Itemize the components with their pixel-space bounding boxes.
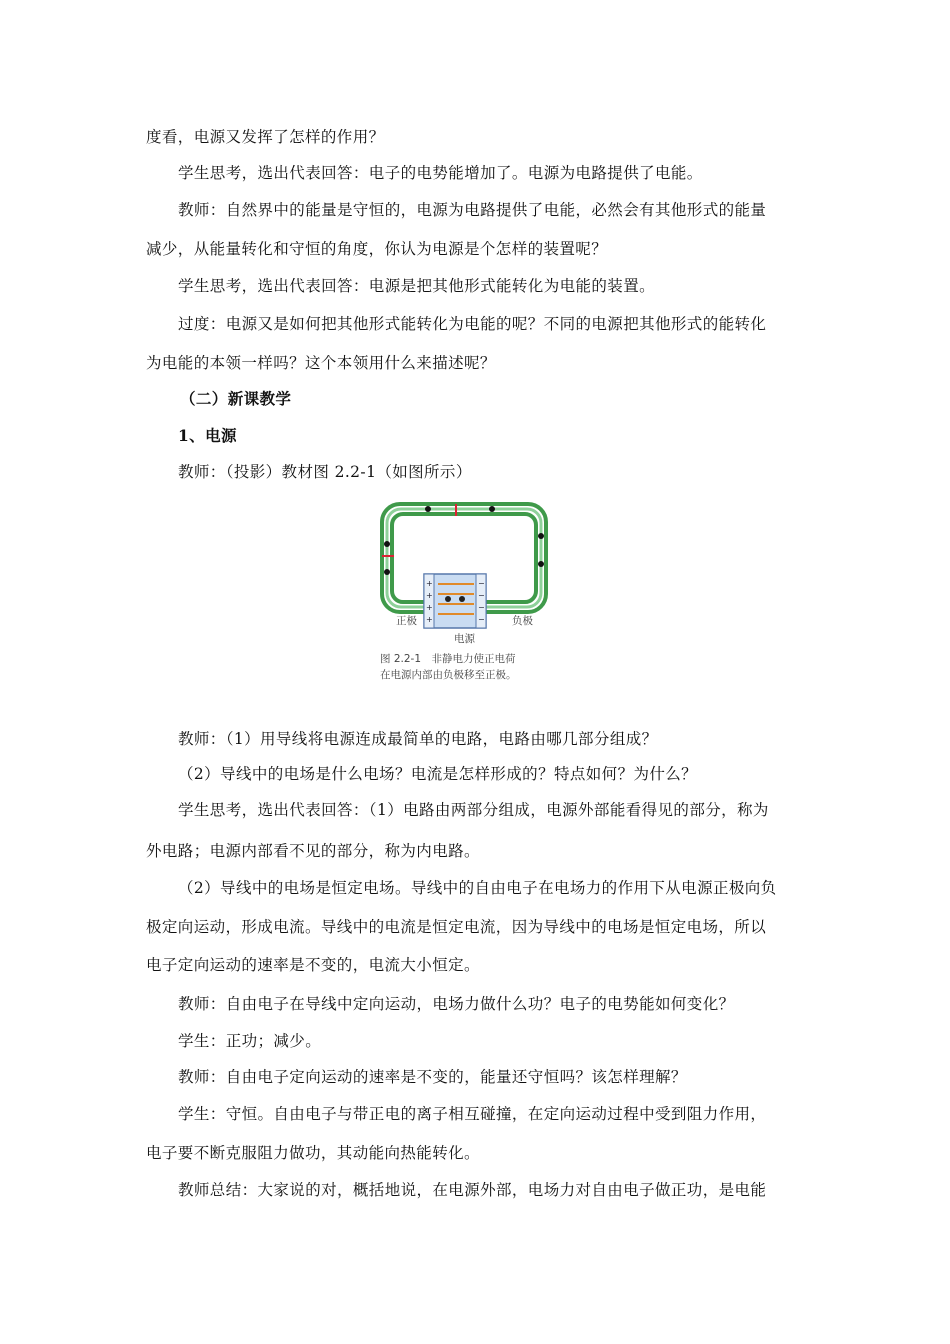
svg-text:−: − (478, 591, 485, 600)
section-heading: （二）新课教学 (180, 389, 292, 408)
paragraph-line: 教师：（1）用导线将电源连成最简单的电路，电路由哪几部分组成？ (178, 730, 658, 748)
svg-text:+: + (426, 591, 433, 600)
paragraph-line: 过度：电源又是如何把其他形式能转化为电能的呢？不同的电源把其他形式的能转化 (178, 315, 767, 333)
svg-text:+: + (426, 579, 433, 588)
paragraph-line: （2）导线中的电场是什么电场？电流是怎样形成的？特点如何？为什么？ (178, 765, 698, 783)
paragraph-line: 学生：守恒。自由电子与带正电的离子相互碰撞，在定向运动过程中受到阻力作用， (178, 1105, 767, 1123)
paragraph-line: 度看，电源又发挥了怎样的作用？ (146, 128, 385, 146)
label-source: 电源 (454, 633, 475, 645)
figure-caption-line1: 图 2.2-1 非静电力使正电荷 (380, 653, 516, 665)
paragraph-line: 外电路；电源内部看不见的部分，称为内电路。 (146, 842, 480, 860)
paragraph-line: 教师：自然界中的能量是守恒的，电源为电路提供了电能，必然会有其他形式的能量 (178, 201, 767, 219)
label-positive: 正极 (396, 615, 417, 627)
paragraph-line: 学生思考，选出代表回答：电子的电势能增加了。电源为电路提供了电能。 (178, 164, 703, 182)
svg-text:−: − (478, 615, 485, 624)
paragraph-line: 为电能的本领一样吗？这个本领用什么来描述呢？ (146, 354, 496, 372)
paragraph-line: 学生思考，选出代表回答：电源是把其他形式能转化为电能的装置。 (178, 277, 656, 295)
paragraph-line: 电子定向运动的速率是不变的，电流大小恒定。 (146, 956, 480, 974)
paragraph-line: 教师：自由电子定向运动的速率是不变的，能量还守恒吗？该怎样理解？ (178, 1068, 687, 1086)
paragraph-line: 教师总结：大家说的对，概括地说，在电源外部，电场力对自由电子做正功，是电能 (178, 1181, 767, 1199)
paragraph-line: 学生：正功；减少。 (178, 1032, 322, 1050)
paragraph-line: 学生思考，选出代表回答：（1）电路由两部分组成，电源外部能看得见的部分，称为 (178, 801, 769, 819)
svg-text:+: + (426, 615, 433, 624)
svg-text:−: − (478, 579, 485, 588)
figure-caption-line2: 在电源内部由负极移至正极。 (380, 669, 517, 681)
paragraph-line: 极定向运动，形成电流。导线中的电流是恒定电流，因为导线中的电场是恒定电场，所以 (146, 918, 767, 936)
label-negative: 负极 (512, 615, 533, 627)
paragraph-line: （2）导线中的电场是恒定电场。导线中的自由电子在电场力的作用下从电源正极向负 (178, 879, 777, 897)
circuit-figure (376, 500, 552, 700)
svg-text:−: − (478, 603, 485, 612)
subsection-heading: 1、电源 (178, 426, 237, 445)
paragraph-line: 教师：（投影）教材图 2.2-1（如图所示） (178, 463, 472, 481)
paragraph-line: 电子要不断克服阻力做功，其动能向热能转化。 (146, 1144, 480, 1162)
paragraph-line: 教师：自由电子在导线中定向运动，电场力做什么功？电子的电势能如何变化？ (178, 995, 735, 1013)
paragraph-line: 减少，从能量转化和守恒的角度，你认为电源是个怎样的装置呢？ (146, 240, 608, 258)
svg-text:+: + (426, 603, 433, 612)
